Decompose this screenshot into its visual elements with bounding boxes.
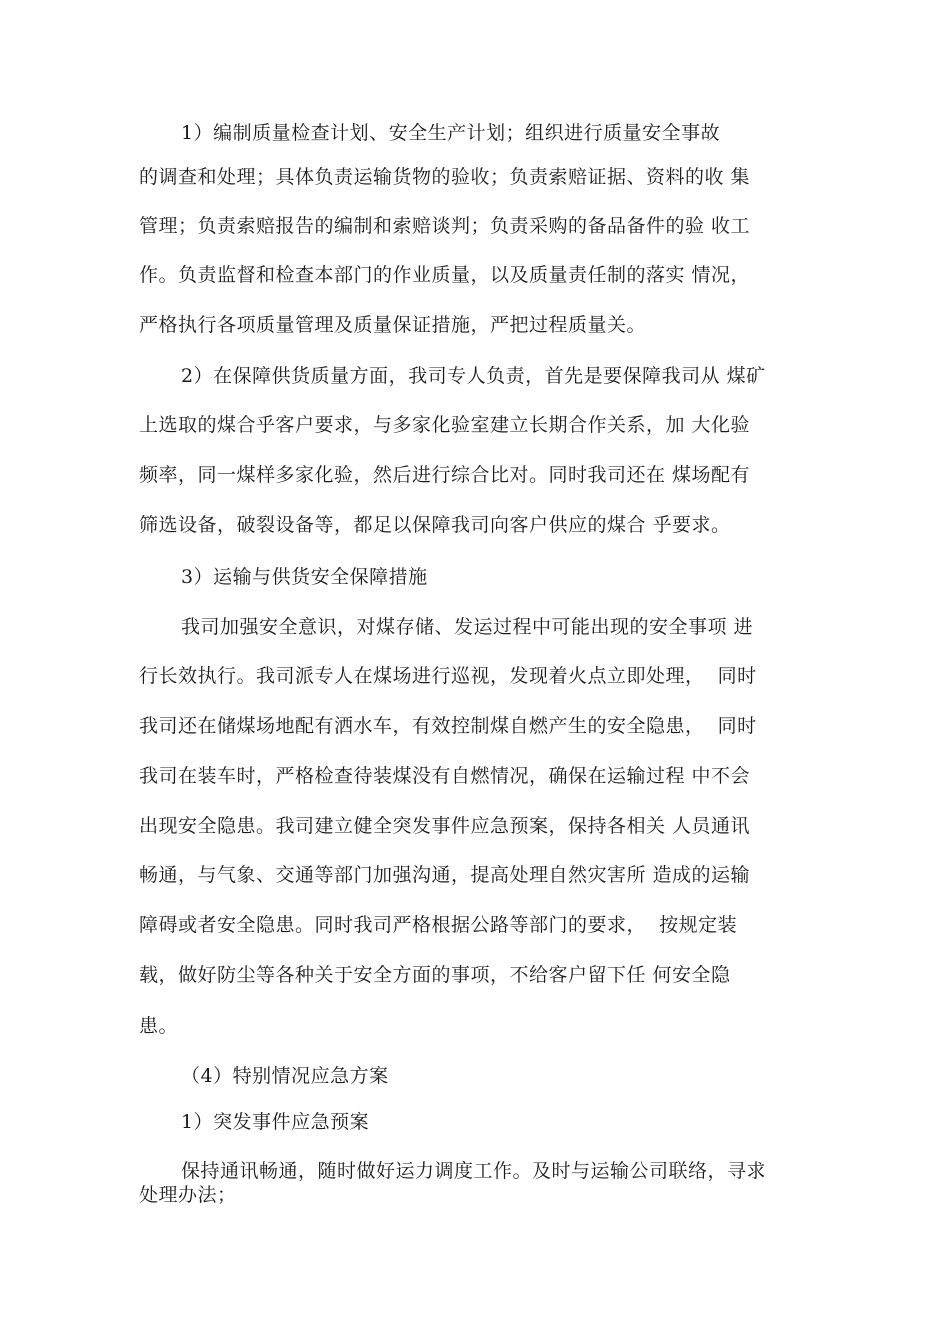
- paragraph-line: 我司加强安全意识，对煤存储、发运过程中可能出现的安全事项 进: [181, 616, 754, 638]
- paragraph-line: 处理办法；: [139, 1184, 237, 1206]
- paragraph-line: 出现安全隐患。我司建立健全突发事件应急预案，保持各相关 人员通讯: [139, 815, 751, 837]
- paragraph-line: 障碍或者安全隐患。同时我司严格根据公路等部门的要求， 按规定装: [139, 914, 738, 936]
- paragraph-line: 我司在装车时，严格检查待装煤没有自燃情况，确保在运输过程 中不会: [139, 765, 751, 787]
- paragraph-line: 作。负责监督和检查本部门的作业质量，以及质量责任制的落实 情况，: [139, 264, 751, 286]
- paragraph-line: 上选取的煤合乎客户要求，与多家化验室建立长期合作关系，加 大化验: [139, 414, 751, 436]
- paragraph-line: 频率，同一煤样多家化验，然后进行综合比对。同时我司还在 煤场配有: [139, 464, 751, 486]
- paragraph-line: 筛选设备，破裂设备等，都足以保障我司向客户供应的煤合 乎要求。: [139, 514, 731, 536]
- paragraph-line: 载，做好防尘等各种关于安全方面的事项，不给客户留下任 何安全隐: [139, 964, 731, 986]
- paragraph-line: 1）编制质量检查计划、安全生产计划；组织进行质量安全事故: [181, 122, 721, 144]
- paragraph-line: 保持通讯畅通，随时做好运力调度工作。及时与运输公司联络，寻求: [181, 1160, 767, 1182]
- paragraph-line: 2）在保障供货质量方面，我司专人负责，首先是要保障我司从 煤矿: [181, 365, 766, 387]
- paragraph-line: 我司还在储煤场地配有洒水车，有效控制煤自燃产生的安全隐患， 同时: [139, 715, 757, 737]
- paragraph-line: 的调查和处理；具体负责运输货物的验收；负责索赔证据、资料的收 集: [139, 166, 751, 188]
- paragraph-line: 行长效执行。我司派专人在煤场进行巡视，发现着火点立即处理， 同时: [139, 665, 757, 687]
- section-heading: （4）特别情况应急方案: [181, 1065, 389, 1087]
- paragraph-line: 管理；负责索赔报告的编制和索赔谈判；负责采购的备品备件的验 收工: [139, 215, 751, 237]
- paragraph-line: 患。: [139, 1015, 179, 1037]
- subsection-heading: 1）突发事件应急预案: [181, 1111, 370, 1133]
- paragraph-line: 严格执行各项质量管理及质量保证措施，严把过程质量关。: [139, 314, 647, 336]
- section-heading: 3）运输与供货安全保障措施: [181, 566, 428, 588]
- paragraph-line: 畅通，与气象、交通等部门加强沟通，提高处理自然灾害所 造成的运输: [139, 864, 751, 886]
